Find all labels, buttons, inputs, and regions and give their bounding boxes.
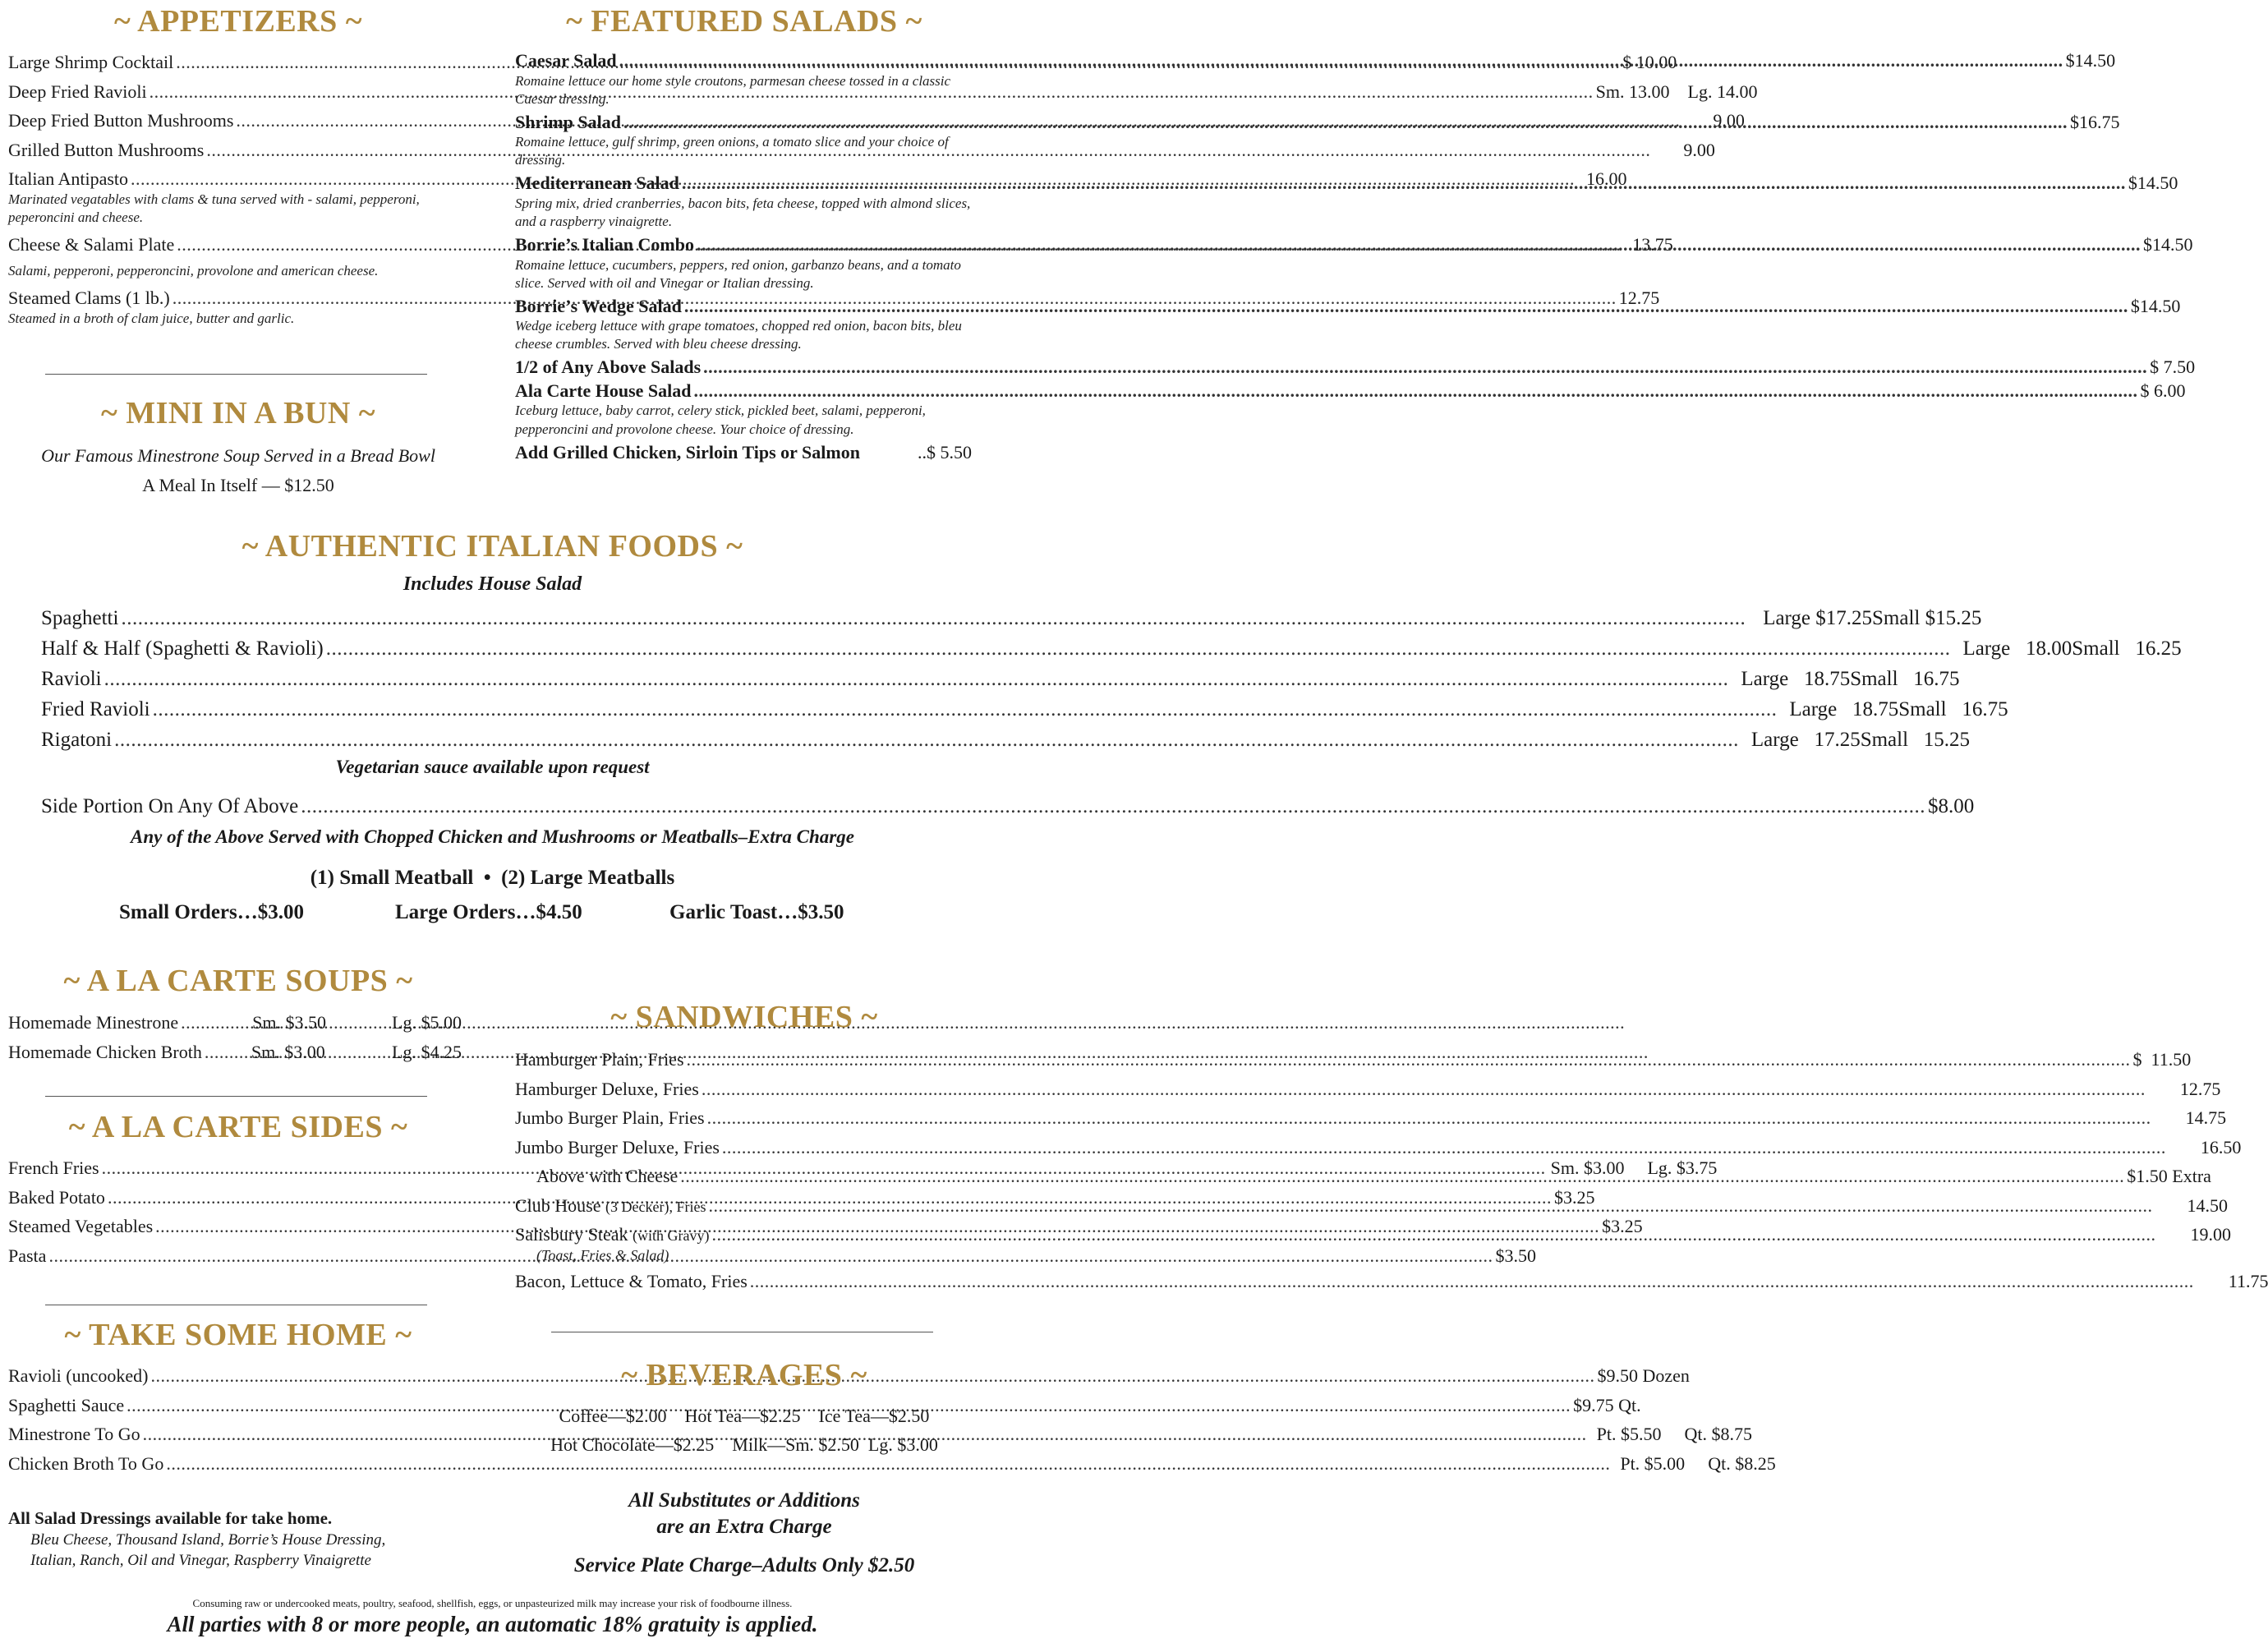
- menu-item: French Fries ..... Sm. $3.00 Lg. $3.75: [8, 1157, 462, 1180]
- beverages-line2: Hot Chocolate—$2.25 Milk—Sm. $2.50 Lg. $3.00: [550, 1434, 938, 1455]
- side-portion-row: Side Portion On Any Of Above ..... $8.00: [41, 794, 843, 819]
- dressings-line1: Bleu Cheese, Thousand Island, Borrie’s House Dressing,: [30, 1531, 386, 1549]
- menu-item: Above with Cheese ..... $1.50 Extra: [515, 1165, 972, 1188]
- menu-item: Hamburger Plain, Fries ..... $ 11.50: [515, 1048, 972, 1071]
- menu-item: Salisbury Steak (with Gravy) ..... 19.00: [515, 1223, 972, 1246]
- menu-item: Ala Carte House Salad ..... $ 6.00: [515, 380, 972, 403]
- divider: [45, 1096, 427, 1097]
- small-orders: Small Orders…$3.00: [119, 901, 304, 923]
- substitutes-line2: are an Extra Charge: [656, 1516, 832, 1538]
- large-orders: Large Orders…$4.50: [395, 901, 582, 923]
- menu-item: Jumbo Burger Plain, Fries ..... 14.75: [515, 1107, 972, 1130]
- sandwiches-heading: ~ SANDWICHES ~: [610, 1000, 878, 1034]
- beverages-line1: Coffee—$2.00 Hot Tea—$2.25 Ice Tea—$2.50: [559, 1406, 930, 1426]
- menu-item: Spaghetti Sauce ..... $9.75 Qt.: [8, 1394, 462, 1417]
- menu-item: Bacon, Lettuce & Tomato, Fries ..... 11.75: [515, 1270, 972, 1293]
- italian-subtitle: Includes House Salad: [403, 573, 582, 595]
- menu-item: Homemade Minestrone ..... Sm. $3.50 Lg. $5.00: [8, 1011, 462, 1034]
- item-description: Spring mix, dried cranberries, bacon bits, feta cheese, topped with almond slices, and a raspberry vinaigrette.: [515, 195, 971, 229]
- menu-item: Shrimp Salad ..... $16.75: [515, 111, 972, 134]
- mini-line2: A Meal In Itself — $12.50: [142, 475, 334, 495]
- menu-item: Mediterranean Salad ..... $14.50: [515, 172, 972, 195]
- meatballs-line: (1) Small Meatball • (2) Large Meatballs: [310, 867, 675, 889]
- menu-item: Baked Potato ..... $3.25: [8, 1186, 462, 1209]
- garlic-toast: Garlic Toast…$3.50: [669, 901, 844, 923]
- menu-item: Cheese & Salami Plate ..... 13.75: [8, 233, 462, 256]
- mini-line1: Our Famous Minestrone Soup Served in a Bread Bowl: [41, 445, 435, 466]
- dressings-line2: Italian, Ranch, Oil and Vinegar, Raspberry Vinaigrette: [30, 1552, 371, 1569]
- menu-item: 1/2 of Any Above Salads ..... $ 7.50: [515, 356, 972, 379]
- menu-item: Add Grilled Chicken, Sirloin Tips or Salmon ..$ 5.50: [515, 441, 972, 463]
- soups-heading: ~ A LA CARTE SOUPS ~: [63, 964, 413, 998]
- takehome-heading: ~ TAKE SOME HOME ~: [64, 1318, 412, 1352]
- beverages-heading: ~ BEVERAGES ~: [621, 1358, 867, 1392]
- menu-item: Homemade Chicken Broth ..... Sm. $3.00 Lg. $4.25: [8, 1041, 462, 1064]
- appetizers-heading: ~ APPETIZERS ~: [113, 4, 363, 39]
- service-charge: Service Plate Charge–Adults Only $2.50: [573, 1554, 915, 1576]
- vegetarian-note: Vegetarian sauce available upon request: [335, 757, 650, 777]
- menu-item: Half & Half (Spaghetti & Ravioli) ..... Large 18.00 Small 16.25: [41, 633, 912, 664]
- mini-heading: ~ MINI IN A BUN ~: [100, 396, 376, 430]
- item-description: Wedge iceberg lettuce with grape tomatoes, chopped red onion, bacon bits, bleu cheese crumbles. Served with bleu cheese dressing.: [515, 318, 962, 352]
- item-description: Romaine lettuce, cucumbers, peppers, red onion, garbanzo beans, and a tomato slice. Served with oil and Vinegar or Italian dressing.: [515, 256, 961, 291]
- menu-item: Fried Ravioli ..... Large 18.75 Small 16.75: [41, 694, 912, 725]
- extra-charge-note: Any of the Above Served with Chopped Chicken and Mushrooms or Meatballs–Extra Charge: [131, 826, 854, 847]
- menu-item: Rigatoni ..... Large 17.25 Small 15.25: [41, 725, 912, 755]
- menu-item: Club House (3 Decker), Fries ..... 14.50: [515, 1194, 972, 1217]
- menu-item: Borrie’s Italian Combo ..... $14.50: [515, 233, 972, 256]
- item-description: Iceburg lettuce, baby carrot, celery stick, pickled beet, salami, pepperoni, pepperoncini and provolone cheese. Your choice of dressing.: [515, 403, 926, 437]
- menu-item: Ravioli (uncooked) ..... $9.50 Dozen: [8, 1365, 462, 1388]
- sides-heading: ~ A LA CARTE SIDES ~: [68, 1110, 408, 1144]
- menu-item: Ravioli ..... Large 18.75 Small 16.75: [41, 664, 912, 694]
- foodborne-warning: Consuming raw or undercooked meats, poultry, seafood, shellfish, eggs, or unpasteurized milk may increase your risk of foodbourne illness.: [192, 1597, 793, 1609]
- divider: [45, 374, 427, 375]
- item-description: (Toast, Fries & Salad): [536, 1246, 669, 1263]
- gratuity-note: All parties with 8 or more people, an automatic 18% gratuity is applied.: [167, 1612, 818, 1636]
- menu-item: Jumbo Burger Deluxe, Fries ..... 16.50: [515, 1136, 972, 1159]
- menu-item: Minestrone To Go ..... Pt. $5.50 Qt. $8.75: [8, 1423, 462, 1446]
- item-description: Romaine lettuce our home style croutons, parmesan cheese tossed in a classic Caesar dressing.: [515, 72, 951, 107]
- menu-item: Grilled Button Mushrooms ..... 9.00: [8, 139, 462, 162]
- menu-item: Pasta ..... $3.50: [8, 1245, 462, 1268]
- menu-item: Italian Antipasto ..... 16.00: [8, 168, 462, 191]
- substitutes-line1: All Substitutes or Additions: [628, 1489, 860, 1512]
- menu-item: Large Shrimp Cocktail ..... $ 10.00: [8, 51, 462, 74]
- menu-item: Borrie’s Wedge Salad ..... $14.50: [515, 295, 972, 318]
- menu-item: Hamburger Deluxe, Fries ..... 12.75: [515, 1078, 972, 1101]
- item-description: Steamed in a broth of clam juice, butter and garlic.: [8, 310, 295, 326]
- item-description: Marinated vegatables with clams & tuna served with - salami, pepperoni, peperoncini and cheese.: [8, 191, 420, 225]
- italian-list: [41, 603, 2182, 755]
- menu-item: Deep Fried Ravioli ..... Sm. 13.00 Lg. 14.00: [8, 81, 462, 104]
- item-description: Romaine lettuce, gulf shrimp, green onions, a tomato slice and your choice of dressing.: [515, 134, 949, 168]
- menu-item: Caesar Salad ..... $14.50: [515, 49, 972, 72]
- menu-item: Steamed Clams (1 lb.) ..... 12.75: [8, 287, 462, 310]
- item-description: Salami, pepperoni, pepperoncini, provolone and american cheese.: [8, 263, 379, 279]
- soups-list: [8, 1011, 462, 1063]
- menu-item: Chicken Broth To Go ..... Pt. $5.00 Qt. $8.25: [8, 1452, 462, 1475]
- menu-item: Steamed Vegetables ..... $3.25: [8, 1215, 462, 1238]
- menu-item: Deep Fried Button Mushrooms ..... 9.00: [8, 109, 462, 132]
- dressings-title: All Salad Dressings available for take home.: [8, 1508, 333, 1528]
- italian-heading: ~ AUTHENTIC ITALIAN FOODS ~: [242, 529, 743, 564]
- menu-item: Spaghetti ..... Large $17.25 Small $15.25: [41, 603, 912, 633]
- salads-heading: ~ FEATURED SALADS ~: [566, 4, 922, 39]
